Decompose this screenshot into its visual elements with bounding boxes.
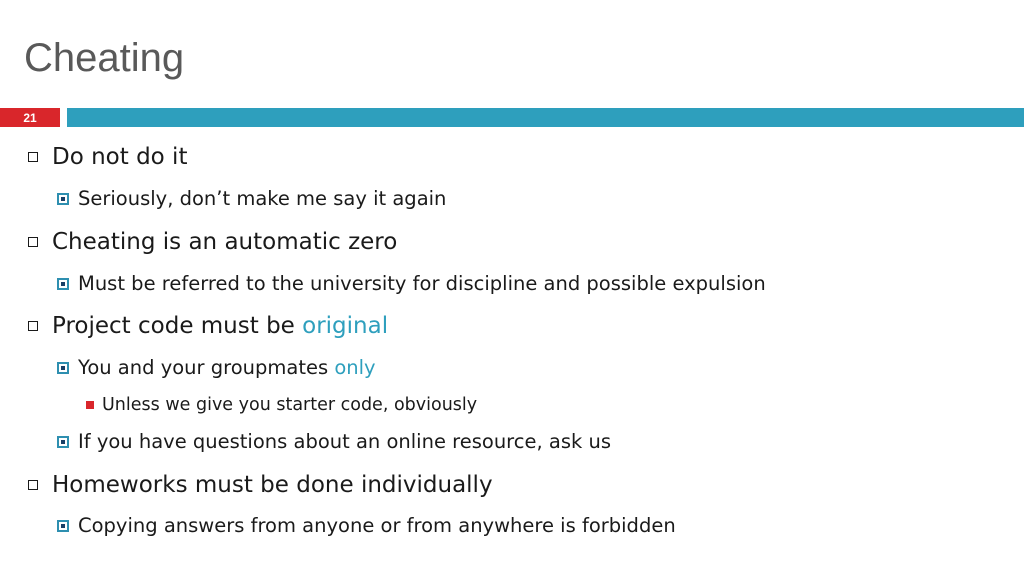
slide-number-badge: 21	[0, 108, 60, 127]
bullet-level2	[57, 187, 446, 210]
bullet-text: Seriously, don’t make me say it again	[78, 187, 447, 210]
bullet-text: You and your groupmates only	[78, 356, 376, 379]
bullet-level1	[28, 144, 187, 170]
bullet-level3	[86, 395, 477, 415]
highlighted-word: original	[302, 313, 389, 339]
bullet-text: Project code must be original	[52, 313, 389, 339]
filled-square-bullet-icon	[57, 193, 69, 205]
bullet-text: Must be referred to the university for discipline and possible expulsion	[78, 272, 766, 295]
bullet-level2	[57, 430, 611, 453]
red-square-bullet-icon	[86, 401, 94, 409]
filled-square-bullet-icon	[57, 362, 69, 374]
filled-square-bullet-icon	[57, 278, 69, 290]
bullet-text: Copying answers from anyone or from anywhere is forbidden	[78, 514, 676, 537]
bullet-text: Do not do it	[52, 144, 188, 170]
highlighted-word: only	[334, 356, 376, 379]
bullet-text: If you have questions about an online resource, ask us	[78, 430, 611, 453]
header-accent-bar	[67, 108, 1024, 127]
bullet-level1	[28, 229, 397, 255]
hollow-square-bullet-icon	[28, 237, 38, 247]
bullet-level2	[57, 272, 766, 295]
slide-title: Cheating	[24, 36, 185, 80]
hollow-square-bullet-icon	[28, 152, 38, 162]
bullet-level2	[57, 356, 376, 379]
hollow-square-bullet-icon	[28, 480, 38, 490]
filled-square-bullet-icon	[57, 520, 69, 532]
bullet-level1	[28, 313, 388, 339]
bullet-level2	[57, 514, 676, 537]
bullet-text: Unless we give you starter code, obviously	[102, 395, 478, 415]
bullet-text: Cheating is an automatic zero	[52, 229, 398, 255]
hollow-square-bullet-icon	[28, 321, 38, 331]
filled-square-bullet-icon	[57, 436, 69, 448]
bullet-text: Homeworks must be done individually	[52, 472, 493, 498]
bullet-level1	[28, 472, 493, 498]
